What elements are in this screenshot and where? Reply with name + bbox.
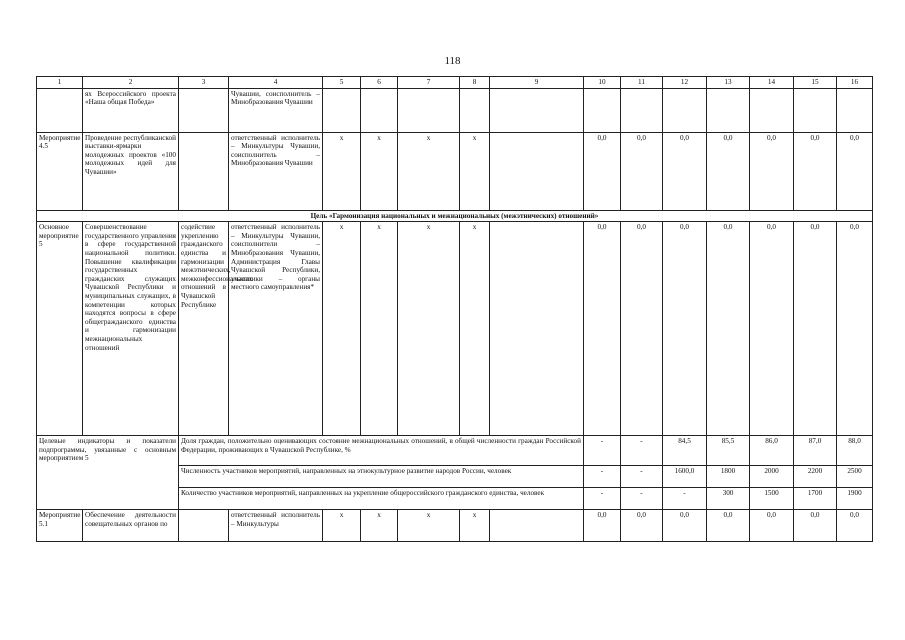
cell-value: 0,0 xyxy=(750,132,794,210)
column-number: 13 xyxy=(707,77,750,89)
cell-empty xyxy=(179,88,229,132)
indicators-label: Целевые индикаторы и показатели подпрограммы, увязанные с основным мероприятием 5 xyxy=(37,436,179,510)
table-row-continuation xyxy=(37,88,873,132)
indicator-row xyxy=(37,436,873,466)
column-number: 2 xyxy=(83,77,179,89)
cell-value: - xyxy=(621,488,663,510)
cell-x: x xyxy=(361,222,398,436)
cell-value: 0,0 xyxy=(794,510,837,542)
cell-empty xyxy=(37,88,83,132)
cell-value: 0,0 xyxy=(750,510,794,542)
column-number: 14 xyxy=(750,77,794,89)
cell-value: - xyxy=(584,466,621,488)
column-number: 11 xyxy=(621,77,663,89)
cell-value: 88,0 xyxy=(837,436,873,466)
cell-value: 0,0 xyxy=(794,222,837,436)
cell-x: x xyxy=(323,132,361,210)
column-number: 4 xyxy=(229,77,323,89)
cell-value: 0,0 xyxy=(750,222,794,436)
cell-value: 0,0 xyxy=(584,510,621,542)
table-row-main-activity-5 xyxy=(37,222,873,436)
cell-value: - xyxy=(584,488,621,510)
cell-executors: ответственный исполнитель – Минкультуры xyxy=(229,510,323,542)
cell-value: 2200 xyxy=(794,466,837,488)
cell-activity-number: Основное мероприятие 5 xyxy=(37,222,83,436)
cell-value: 0,0 xyxy=(837,510,873,542)
cell-activity-name: Совершенствование государственного управления в сфере государственной национальной политики. Повышение квалификации государственных гражданских служащих Чувашской Республики и муниципальных служащих, в компетенции которых находятся вопросы в сфере общегражданского единства и гармонизации межнациональных отношений xyxy=(83,222,179,436)
cell-value: 0,0 xyxy=(837,222,873,436)
column-number: 7 xyxy=(398,77,460,89)
cell-value: 87,0 xyxy=(794,436,837,466)
cell-value: 1500 xyxy=(750,488,794,510)
cell-activity-name: Проведение республиканской выставки-ярмарки молодежных проектов «100 молодежных идей для Чувашии» xyxy=(83,132,179,210)
cell-executors: Чувашии, соисполнитель – Минобразования Чувашии xyxy=(229,88,323,132)
cell-value: 2000 xyxy=(750,466,794,488)
cell-x: x xyxy=(323,510,361,542)
cell-value: 1600,0 xyxy=(663,466,707,488)
cell-x: x xyxy=(460,510,490,542)
column-number: 8 xyxy=(460,77,490,89)
column-number: 9 xyxy=(490,77,584,89)
cell-value: 1700 xyxy=(794,488,837,510)
cell-task: содействие укреплению гражданского единства и гармонизации межэтнических, межконфессиональных отношений в Чувашской Республике xyxy=(179,222,229,436)
cell-value: 0,0 xyxy=(707,510,750,542)
column-number-row xyxy=(37,77,873,89)
cell-value: - xyxy=(663,488,707,510)
cell-x: x xyxy=(323,222,361,436)
indicator-text: Количество участников мероприятий, направленных на укрепление общероссийского гражданского единства, человек xyxy=(179,488,584,510)
column-number: 1 xyxy=(37,77,83,89)
cell-value: 300 xyxy=(707,488,750,510)
cell-value: 0,0 xyxy=(621,222,663,436)
cell-value: - xyxy=(621,466,663,488)
cell-x: x xyxy=(460,132,490,210)
cell-value: 0,0 xyxy=(794,132,837,210)
cell-executors: ответственный исполнитель – Минкультуры Чувашии, соисполнители – Минобразования Чувашии, Администрация Главы Чувашской Республики, участники – органы местного самоуправления* xyxy=(229,222,323,436)
cell-value: 85,5 xyxy=(707,436,750,466)
page-number: 118 xyxy=(444,55,461,67)
cell-value: - xyxy=(584,436,621,466)
cell-activity-name: Обеспечение деятельности совещательных органов по xyxy=(83,510,179,542)
indicator-text: Численность участников мероприятий, направленных на этнокультурное развитие народов России, человек xyxy=(179,466,584,488)
cell-value: 0,0 xyxy=(621,132,663,210)
cell-x: x xyxy=(361,510,398,542)
table-row-activity-4-5 xyxy=(37,132,873,210)
cell-value: 0,0 xyxy=(584,222,621,436)
cell-activity-number: Мероприятие 4.5 xyxy=(37,132,83,210)
cell-value: 0,0 xyxy=(584,132,621,210)
cell-x: x xyxy=(361,132,398,210)
cell-value: 0,0 xyxy=(621,510,663,542)
column-number: 16 xyxy=(837,77,873,89)
column-number: 6 xyxy=(361,77,398,89)
cell-value: 1800 xyxy=(707,466,750,488)
cell-value: 1900 xyxy=(837,488,873,510)
cell-value: 0,0 xyxy=(663,222,707,436)
cell-x: x xyxy=(398,132,460,210)
indicator-text: Доля граждан, положительно оценивающих состояние межнациональных отношений, в общей численности граждан Российской Федерации, проживающих в Чувашской Республике, % xyxy=(179,436,584,466)
table-row-activity-5-1 xyxy=(37,510,873,542)
cell-executors: ответственный исполнитель – Минкультуры Чувашии, соисполнитель – Минобразования Чувашии xyxy=(229,132,323,210)
cell-value: 0,0 xyxy=(663,132,707,210)
cell-x: x xyxy=(398,510,460,542)
cell-value: 0,0 xyxy=(707,132,750,210)
column-number: 3 xyxy=(179,77,229,89)
cell-x: x xyxy=(460,222,490,436)
cell-value: 2500 xyxy=(837,466,873,488)
cell-activity-number: Мероприятие 5.1 xyxy=(37,510,83,542)
column-number: 15 xyxy=(794,77,837,89)
goal-heading-row xyxy=(37,210,873,222)
column-number: 10 xyxy=(584,77,621,89)
column-number: 5 xyxy=(323,77,361,89)
goal-heading: Цель «Гармонизация национальных и межнациональных (межэтнических) отношений» xyxy=(37,210,873,222)
cell-value: 0,0 xyxy=(707,222,750,436)
cell-value: - xyxy=(621,436,663,466)
cell-value: 84,5 xyxy=(663,436,707,466)
cell-activity-name: ях Всероссийского проекта «Наша общая Победа» xyxy=(83,88,179,132)
column-number: 12 xyxy=(663,77,707,89)
cell-value: 0,0 xyxy=(837,132,873,210)
cell-value: 0,0 xyxy=(663,510,707,542)
program-table xyxy=(36,76,873,542)
cell-value: 86,0 xyxy=(750,436,794,466)
cell-x: x xyxy=(398,222,460,436)
